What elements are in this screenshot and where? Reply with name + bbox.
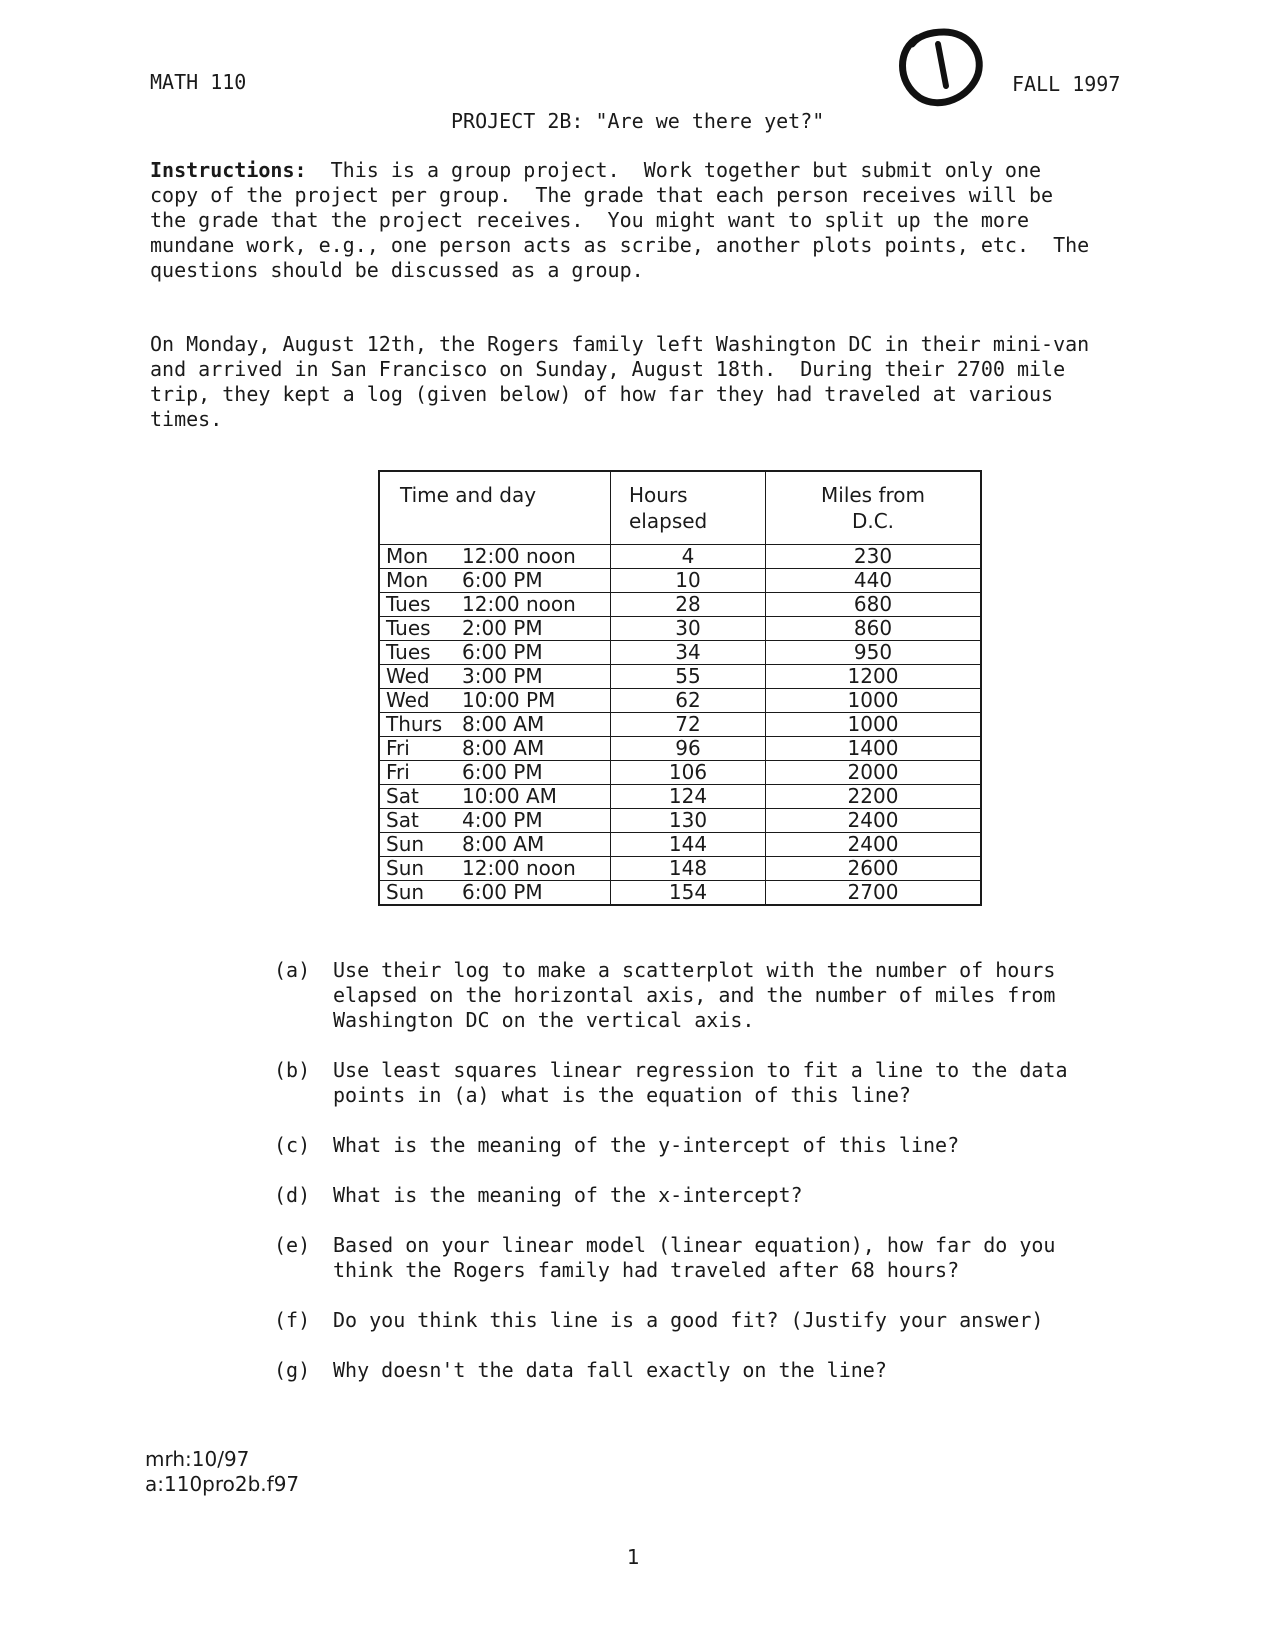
cell-miles: 2700 [766, 881, 982, 906]
travel-log-table [378, 470, 982, 906]
table-row [379, 689, 981, 713]
cell-day: Tues [386, 592, 431, 616]
table-row [379, 857, 981, 881]
cell-time: 8:00 AM [462, 832, 545, 856]
cell-hours: 30 [611, 617, 766, 641]
instructions-label: Instructions: [150, 158, 307, 182]
cell-hours: 62 [611, 689, 766, 713]
cell-hours: 10 [611, 569, 766, 593]
page-title: PROJECT 2B: "Are we there yet?" [451, 109, 825, 133]
cell-miles: 680 [766, 593, 982, 617]
question-label: (e) [274, 1233, 311, 1257]
cell-time-and-day [379, 809, 611, 833]
cell-time: 3:00 PM [462, 664, 543, 688]
question-label: (c) [274, 1133, 311, 1157]
cell-time: 12:00 noon [462, 592, 576, 616]
cell-hours: 4 [611, 545, 766, 569]
cell-miles: 440 [766, 569, 982, 593]
term: FALL 1997 [1012, 72, 1121, 96]
cell-time-and-day [379, 881, 611, 906]
cell-hours: 34 [611, 641, 766, 665]
cell-time-and-day [379, 593, 611, 617]
header-time-and-day: Time and day [379, 471, 611, 545]
cell-hours: 72 [611, 713, 766, 737]
cell-miles: 2400 [766, 809, 982, 833]
cell-miles: 2000 [766, 761, 982, 785]
table-row [379, 593, 981, 617]
cell-time: 8:00 AM [462, 712, 545, 736]
page-number: 1 [627, 1545, 640, 1569]
cell-time: 10:00 PM [462, 688, 556, 712]
question-text: Do you think this line is a good fit? (Justify your answer) [333, 1308, 1044, 1332]
cell-day: Thurs [386, 712, 443, 736]
table-row [379, 737, 981, 761]
intro-paragraph: On Monday, August 12th, the Rogers family left Washington DC in their mini-van and arrived in San Francisco on Sunday, August 18th. During their 2700 mile trip, they kept a log (given below) of how far they had traveled at various times. [150, 332, 1090, 431]
cell-day: Sun [386, 832, 425, 856]
cell-day: Mon [386, 568, 429, 592]
table-row [379, 713, 981, 737]
cell-time-and-day [379, 761, 611, 785]
cell-time: 2:00 PM [462, 616, 543, 640]
table-row [379, 881, 981, 906]
question-label: (d) [274, 1183, 311, 1207]
cell-day: Sat [386, 784, 419, 808]
cell-time-and-day [379, 713, 611, 737]
cell-miles: 1200 [766, 665, 982, 689]
question-label: (b) [274, 1058, 311, 1082]
cell-time-and-day [379, 665, 611, 689]
cell-time: 10:00 AM [462, 784, 557, 808]
table-row [379, 761, 981, 785]
cell-hours: 148 [611, 857, 766, 881]
cell-miles: 1000 [766, 713, 982, 737]
question-label: (a) [274, 958, 311, 982]
cell-miles: 2400 [766, 833, 982, 857]
cell-hours: 144 [611, 833, 766, 857]
question-label: (g) [274, 1358, 311, 1382]
table-row [379, 665, 981, 689]
cell-miles: 2200 [766, 785, 982, 809]
cell-time: 6:00 PM [462, 640, 543, 664]
cell-time-and-day [379, 641, 611, 665]
table-header-row [379, 471, 981, 545]
header-hours-elapsed: Hours elapsed [611, 471, 766, 545]
cell-miles: 950 [766, 641, 982, 665]
question-text: Why doesn't the data fall exactly on the line? [333, 1358, 887, 1382]
cell-time: 6:00 PM [462, 760, 543, 784]
footer-note [145, 1447, 299, 1497]
cell-time-and-day [379, 785, 611, 809]
cell-hours: 124 [611, 785, 766, 809]
cell-day: Tues [386, 616, 431, 640]
cell-day: Mon [386, 544, 429, 568]
cell-time: 12:00 noon [462, 856, 576, 880]
cell-time-and-day [379, 569, 611, 593]
cell-time-and-day [379, 737, 611, 761]
course-code: MATH 110 [150, 70, 247, 94]
table-row [379, 833, 981, 857]
table-row [379, 545, 981, 569]
cell-hours: 130 [611, 809, 766, 833]
cell-miles: 860 [766, 617, 982, 641]
cell-day: Tues [386, 640, 431, 664]
question-text: What is the meaning of the x-intercept? [333, 1183, 803, 1207]
handwritten-circled-one [888, 24, 988, 110]
cell-miles: 230 [766, 545, 982, 569]
question-text: What is the meaning of the y-intercept of this line? [333, 1133, 960, 1157]
cell-miles: 1000 [766, 689, 982, 713]
cell-time-and-day [379, 617, 611, 641]
question-text: Use least squares linear regression to fit a line to the data points in (a) what is the equation of this line? [333, 1058, 1068, 1107]
cell-time-and-day [379, 857, 611, 881]
question-text: Use their log to make a scatterplot with the number of hours elapsed on the horizontal axis, and the number of miles from Washington DC on the vertical axis. [333, 958, 1056, 1032]
cell-time: 6:00 PM [462, 568, 543, 592]
cell-time-and-day [379, 689, 611, 713]
table-row [379, 569, 981, 593]
header-miles-from-dc: Miles from D.C. [766, 471, 982, 545]
cell-time: 12:00 noon [462, 544, 576, 568]
footer-filename: a:110pro2b.f97 [145, 1472, 300, 1496]
cell-hours: 28 [611, 593, 766, 617]
cell-day: Fri [386, 760, 410, 784]
instructions-text: This is a group project. Work together but submit only one copy of the project per group. The grade that each person receives will be the grade that the project receives. You might want to split up the more mundane work, e.g., one person acts as scribe, another plots points, etc. The questions should be discussed as a group. [150, 158, 1090, 282]
cell-time: 4:00 PM [462, 808, 543, 832]
cell-miles: 1400 [766, 737, 982, 761]
cell-day: Sat [386, 808, 419, 832]
cell-time-and-day [379, 545, 611, 569]
cell-hours: 154 [611, 881, 766, 906]
question-text: Based on your linear model (linear equation), how far do you think the Rogers family had traveled after 68 hours? [333, 1233, 1056, 1282]
cell-hours: 106 [611, 761, 766, 785]
cell-day: Fri [386, 736, 410, 760]
cell-miles: 2600 [766, 857, 982, 881]
table-row [379, 785, 981, 809]
cell-time: 6:00 PM [462, 880, 543, 904]
table-row [379, 809, 981, 833]
cell-hours: 96 [611, 737, 766, 761]
cell-day: Wed [386, 688, 430, 712]
table-row [379, 641, 981, 665]
footer-author-date: mrh:10/97 [145, 1447, 250, 1471]
cell-time-and-day [379, 833, 611, 857]
cell-day: Sun [386, 856, 425, 880]
table-row [379, 617, 981, 641]
cell-day: Wed [386, 664, 430, 688]
cell-hours: 55 [611, 665, 766, 689]
question-label: (f) [274, 1308, 311, 1332]
cell-day: Sun [386, 880, 425, 904]
cell-time: 8:00 AM [462, 736, 545, 760]
instructions-paragraph [150, 158, 1089, 283]
